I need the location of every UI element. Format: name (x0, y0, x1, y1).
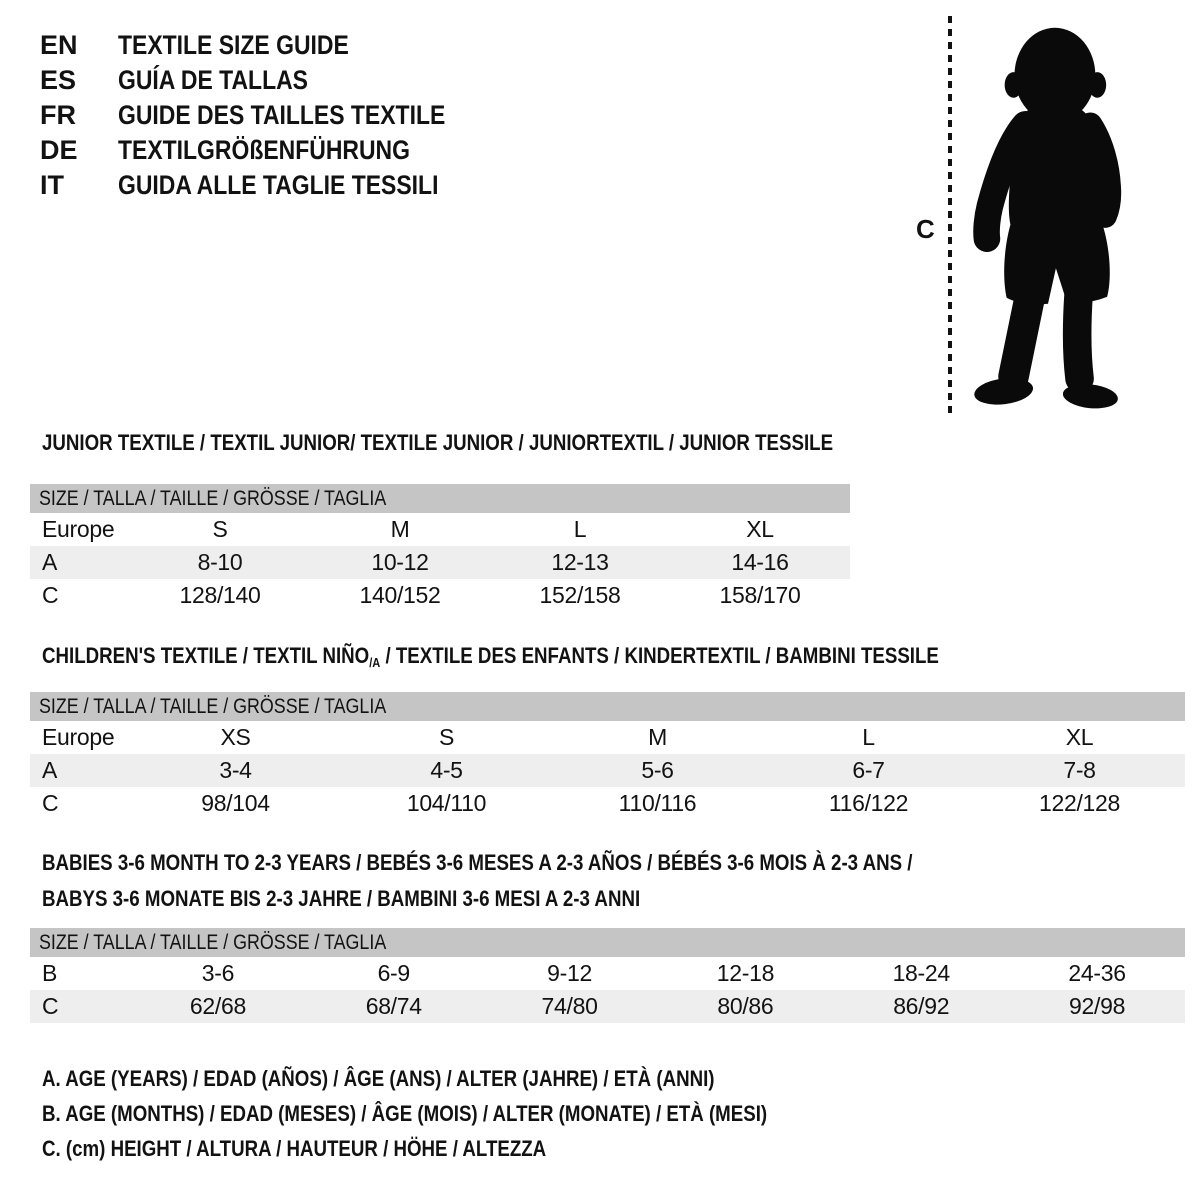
table-cell: 104/110 (406, 790, 487, 816)
size-table-header-bar (30, 484, 850, 513)
language-code: ES (40, 65, 77, 95)
height-measure-dashed-line (948, 16, 952, 416)
language-title-block (40, 28, 503, 203)
children-section-title: CHILDREN'S TEXTILE / TEXTIL $NIÑO_{/A}$ / TEXTILE DES ENFANTS / KINDERTEXTIL / BAMBINI TESSILE (42, 643, 939, 670)
language-row-de (40, 133, 503, 168)
table-cell: 140/152 (359, 582, 441, 608)
table-row-height (30, 990, 1185, 1023)
table-row-height (30, 787, 1185, 820)
row-label: A (42, 757, 58, 783)
table-cell: 86/92 (893, 993, 950, 1019)
table-cell: 4-5 (430, 757, 463, 783)
table-cell: 9-12 (547, 960, 592, 986)
row-label: Europe (42, 724, 115, 750)
table-cell: 98/104 (201, 790, 270, 816)
language-row-fr (40, 98, 503, 133)
table-cell: 74/80 (541, 993, 598, 1019)
table-cell: 12-18 (716, 960, 775, 986)
table-cell: 6-9 (377, 960, 410, 986)
children-size-table (30, 692, 1185, 820)
footnotes-block (42, 1066, 895, 1171)
table-cell: 68/74 (365, 993, 422, 1019)
table-row-europe (30, 721, 1185, 754)
language-row-es (40, 63, 503, 98)
size-table-header-bar (30, 692, 1185, 721)
junior-section-title: JUNIOR TEXTILE / TEXTIL JUNIOR/ TEXTILE JUNIOR / JUNIORTEXTIL / JUNIOR TESSILE (42, 430, 834, 455)
table-cell: 62/68 (189, 993, 246, 1019)
table-cell: L (573, 516, 587, 542)
row-label: B (42, 960, 58, 986)
table-row-age (30, 546, 850, 579)
babies-section-title-line2: BABYS 3-6 MONATE BIS 2-3 JAHRE / BAMBINI 3-6 MESI A 2-3 ANNI (42, 886, 641, 911)
table-cell: S (438, 724, 455, 750)
table-cell: 10-12 (371, 549, 429, 575)
table-cell: 116/122 (828, 790, 909, 816)
table-cell: 3-6 (201, 960, 235, 986)
table-cell: 152/158 (539, 582, 621, 608)
language-row-it (40, 168, 503, 203)
table-cell: 3-4 (219, 757, 252, 783)
row-label: C (42, 993, 59, 1019)
table-cell: L (862, 724, 875, 750)
table-cell: 6-7 (852, 757, 885, 783)
table-row-europe (30, 513, 850, 546)
table-cell: XL (1065, 724, 1094, 750)
table-cell: 12-13 (551, 549, 609, 575)
junior-size-table (30, 484, 850, 612)
table-cell: 7-8 (1063, 757, 1096, 783)
babies-section-title-line1: BABIES 3-6 MONTH TO 2-3 YEARS / BEBÉS 3-6 MESES A 2-3 AÑOS / BÉBÉS 3-6 MOIS À 2-3 ANS / (42, 850, 913, 875)
table-cell: 14-16 (731, 549, 789, 575)
table-cell: XL (746, 516, 774, 542)
table-row-age (30, 754, 1185, 787)
table-cell: 8-10 (197, 549, 243, 575)
table-row-months (30, 957, 1185, 990)
title-subscript: /A (369, 655, 381, 670)
guide-title-fr: GUIDE DES TAILLES TEXTILE (118, 100, 446, 130)
guide-title-it: GUIDA ALLE TAGLIE TESSILI (118, 170, 439, 200)
table-cell: S (212, 516, 228, 542)
toddler-silhouette-icon (960, 14, 1138, 418)
size-table-header-label: SIZE / TALLA / TAILLE / GRÖSSE / TAGLIA (39, 931, 387, 954)
babies-size-table (30, 928, 1185, 1023)
footnote-a: A. AGE (YEARS) / EDAD (AÑOS) / ÂGE (ANS) / ALTER (JAHRE) / ETÀ (ANNI) (42, 1066, 715, 1091)
footnote-c: C. (cm) HEIGHT / ALTURA / HAUTEUR / HÖHE / ALTEZZA (42, 1136, 547, 1161)
language-code: FR (40, 100, 76, 130)
row-label: Europe (42, 516, 115, 542)
table-cell: 158/170 (719, 582, 801, 608)
table-cell: M (390, 516, 410, 542)
language-code: EN (40, 30, 78, 60)
table-cell: XS (220, 724, 251, 750)
table-cell: 80/86 (717, 993, 774, 1019)
table-cell: 128/140 (179, 582, 261, 608)
language-code: DE (40, 135, 78, 165)
table-row-height (30, 579, 850, 612)
size-table-header-bar (30, 928, 1185, 957)
size-table-header-label: SIZE / TALLA / TAILLE / GRÖSSE / TAGLIA (39, 695, 387, 718)
guide-title-de: TEXTILGRÖßENFÜHRUNG (118, 135, 410, 165)
table-cell: 5-6 (641, 757, 674, 783)
size-table-header-label: SIZE / TALLA / TAILLE / GRÖSSE / TAGLIA (39, 487, 387, 510)
table-cell: 92/98 (1069, 993, 1126, 1019)
height-measure-label: C (916, 214, 935, 244)
language-row-en (40, 28, 503, 63)
row-label: A (42, 549, 58, 575)
table-cell: 24-36 (1068, 960, 1126, 986)
table-cell: 122/128 (1038, 790, 1121, 816)
row-label: C (42, 582, 59, 608)
guide-title-es: GUÍA DE TALLAS (118, 65, 308, 95)
row-label: C (42, 790, 59, 816)
table-cell: 18-24 (892, 960, 950, 986)
footnote-b: B. AGE (MONTHS) / EDAD (MESES) / ÂGE (MOIS) / ALTER (MONATE) / ETÀ (MESI) (42, 1101, 768, 1126)
table-cell: 110/116 (618, 790, 697, 816)
language-code: IT (40, 170, 64, 200)
guide-title-en: TEXTILE SIZE GUIDE (118, 30, 349, 60)
table-cell: M (648, 724, 667, 750)
